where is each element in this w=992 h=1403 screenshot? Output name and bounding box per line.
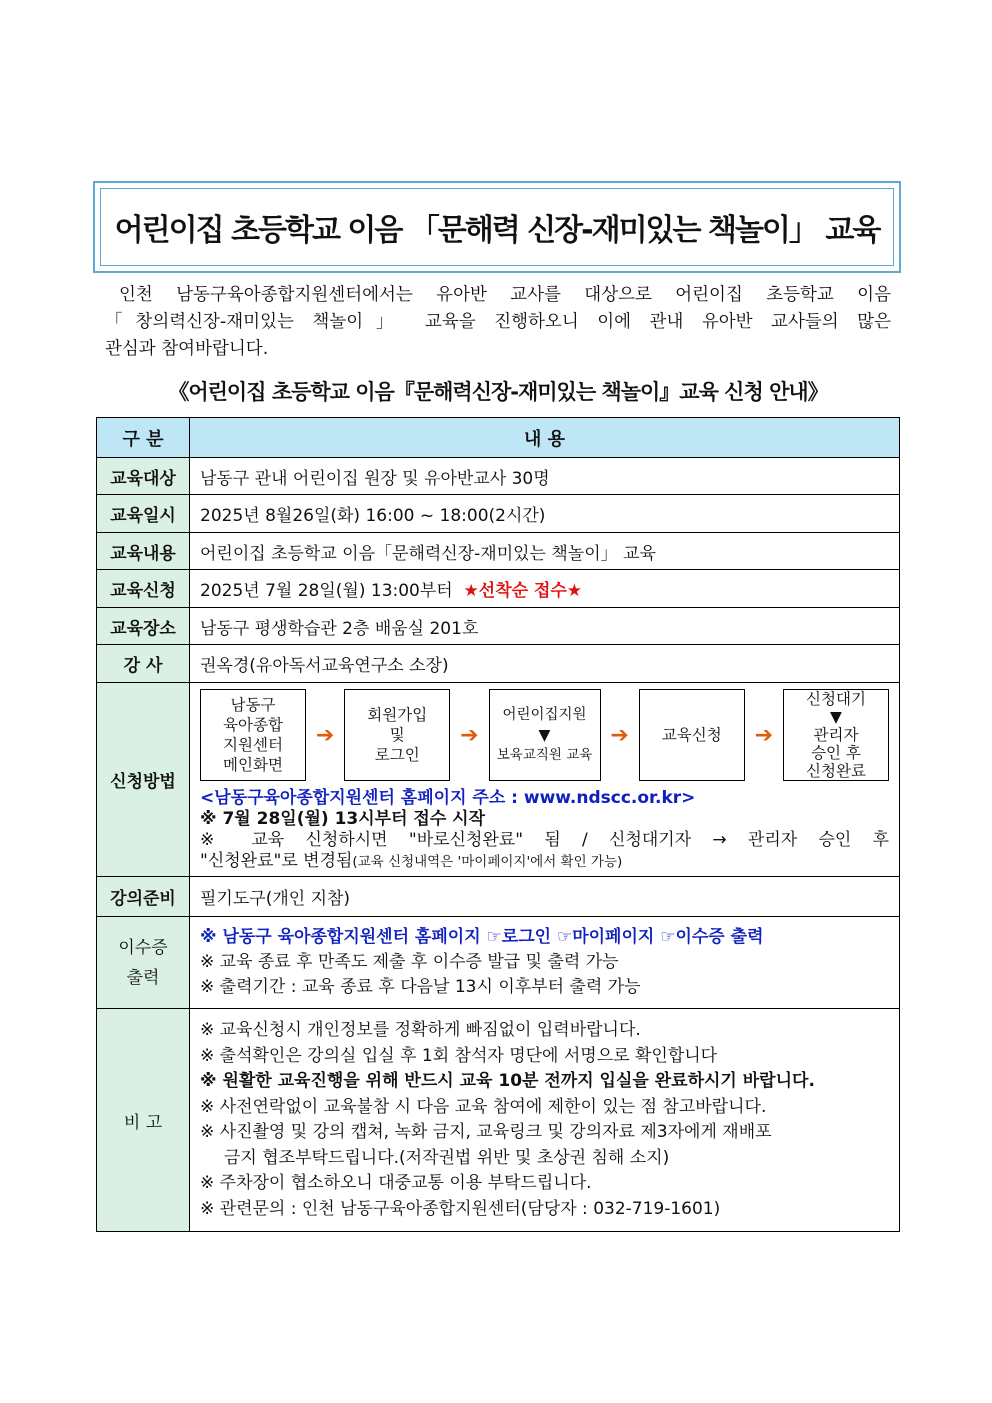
flow-step-main: 남동구 육아종합 지원센터 메인화면 xyxy=(200,689,306,781)
table-row xyxy=(97,645,900,683)
row-key: 이수증 출력 xyxy=(97,917,190,1009)
row-value: 권옥경(유아독서교육연구소 소장) xyxy=(190,645,900,683)
flow-step-support: 어린이집지원 ▼ 보육교직원 교육 xyxy=(489,689,601,781)
row-key: 교육장소 xyxy=(97,608,190,645)
remark-line: ※ 원활한 교육진행을 위해 반드시 교육 10분 전까지 입실을 완료하시기 바랍니다. xyxy=(200,1071,815,1091)
row-key: 강 사 xyxy=(97,645,190,683)
arrow-right-icon: ➔ xyxy=(460,722,479,748)
method-note: ※ 교육 신청하시면 "바로신청완료" 됨 / 신청대기자 → 관리자 승인 후 xyxy=(200,830,889,850)
row-key: 교육일시 xyxy=(97,495,190,533)
row-value: 남동구 관내 어린이집 원장 및 유아반교사 30명 xyxy=(190,458,900,495)
arrow-right-icon: ➔ xyxy=(315,722,335,748)
row-value: 2025년 8월26일(화) 16:00 ~ 18:00(2시간) xyxy=(190,495,900,533)
homepage-address: <남동구육아종합지원센터 홈페이지 주소 : www.ndscc.or.kr> xyxy=(200,788,696,808)
table-row xyxy=(97,877,900,917)
header-value: 내 용 xyxy=(190,418,900,458)
intro-line: 관심과 참여바랍니다. xyxy=(105,339,269,359)
section-subtitle: 《어린이집 초등학교 이음『문해력신장-재미있는 책놀이』교육 신청 안내》 xyxy=(168,380,828,404)
row-key: 교육내용 xyxy=(97,533,190,570)
table-row xyxy=(97,533,900,570)
intro-line: 인천 남동구육아종합지원센터에서는 유아반 교사를 대상으로 어린이집 초등학교 이음 xyxy=(119,285,891,305)
remark-line: 금지 협조부탁드립니다.(저작권법 위반 및 초상권 침해 소지) xyxy=(224,1147,670,1168)
method-cell xyxy=(190,683,900,877)
info-table xyxy=(96,417,900,1232)
row-key: 강의준비 xyxy=(97,877,190,917)
remark-line: ※ 관련문의 : 인천 남동구육아종합지원센터(담당자 : 032-719-1601) xyxy=(200,1198,721,1219)
remark-line: ※ 사진촬영 및 강의 캡쳐, 녹화 금지, 교육링크 및 강의자료 제3자에게 재배포 xyxy=(200,1122,772,1142)
remark-line: ※ 출석확인은 강의실 입실 후 1회 참석자 명단에 서명으로 확인합니다 xyxy=(200,1045,718,1066)
row-key: 비 고 xyxy=(97,1009,190,1232)
row-key: 신청방법 xyxy=(97,683,190,877)
row-key: 교육신청 xyxy=(97,570,190,608)
table-row xyxy=(97,458,900,495)
flow-step-apply: 교육신청 xyxy=(639,689,745,781)
page-title: 어린이집 초등학교 이음 「문해력 신장-재미있는 책놀이」 교육 xyxy=(100,188,894,266)
header-key: 구 분 xyxy=(97,418,190,458)
cert-line: ※ 남동구 육아종합지원센터 홈페이지 ☞로그인 ☞마이페이지 ☞이수증 출력 xyxy=(200,927,764,947)
arrow-right-icon: ➔ xyxy=(754,722,774,748)
remark-line: ※ 사전연락없이 교육불참 시 다음 교육 참여에 제한이 있는 점 참고바랍니다. xyxy=(200,1096,767,1117)
table-header-row xyxy=(97,418,900,458)
table-row-method xyxy=(97,683,900,877)
flow-step-complete: 신청대기 ▼ 관리자 승인 후 신청완료 xyxy=(783,689,889,781)
table-row xyxy=(97,608,900,645)
arrow-right-icon: ➔ xyxy=(610,722,629,748)
method-notes xyxy=(200,787,889,872)
intro-paragraph xyxy=(105,282,891,363)
apply-flow xyxy=(200,689,889,781)
intro-line: 「창의력신장-재미있는 책놀이」 교육을 진행하오니 이에 관내 유아반 교사들의 많은 xyxy=(105,312,891,332)
apply-date: 2025년 7월 28일(월) 13:00부터 xyxy=(200,581,453,601)
table-row-remarks xyxy=(97,1009,900,1232)
row-value xyxy=(190,917,900,1009)
row-value: 남동구 평생학습관 2층 배움실 201호 xyxy=(190,608,900,645)
row-key: 교육대상 xyxy=(97,458,190,495)
row-value: 필기도구(개인 지참) xyxy=(190,877,900,917)
remark-line: ※ 주차장이 협소하오니 대중교통 이용 부탁드립니다. xyxy=(200,1173,592,1193)
row-value xyxy=(190,570,900,608)
table-row xyxy=(97,495,900,533)
method-note: ※ 7월 28일(월) 13시부터 접수 시작 xyxy=(200,809,486,829)
table-row-cert xyxy=(97,917,900,1009)
row-value: 어린이집 초등학교 이음「문해력신장-재미있는 책놀이」 교육 xyxy=(190,533,900,570)
table-row xyxy=(97,570,900,608)
remark-line: ※ 교육신청시 개인정보를 정확하게 빠짐없이 입력바랍니다. xyxy=(200,1020,641,1040)
method-note: "신청완료"로 변경됨(교육 신청내역은 '마이페이지'에서 확인 가능) xyxy=(200,851,623,871)
cert-line: ※ 출력기간 : 교육 종료 후 다음날 13시 이후부터 출력 가능 xyxy=(200,977,641,997)
title-box xyxy=(93,181,901,273)
first-come-badge: ★선착순 접수★ xyxy=(463,581,583,601)
flow-step-login: 회원가입 및 로그인 xyxy=(344,689,450,781)
cert-line: ※ 교육 종료 후 만족도 제출 후 이수증 발급 및 출력 가능 xyxy=(200,952,619,972)
row-value xyxy=(190,1009,900,1232)
